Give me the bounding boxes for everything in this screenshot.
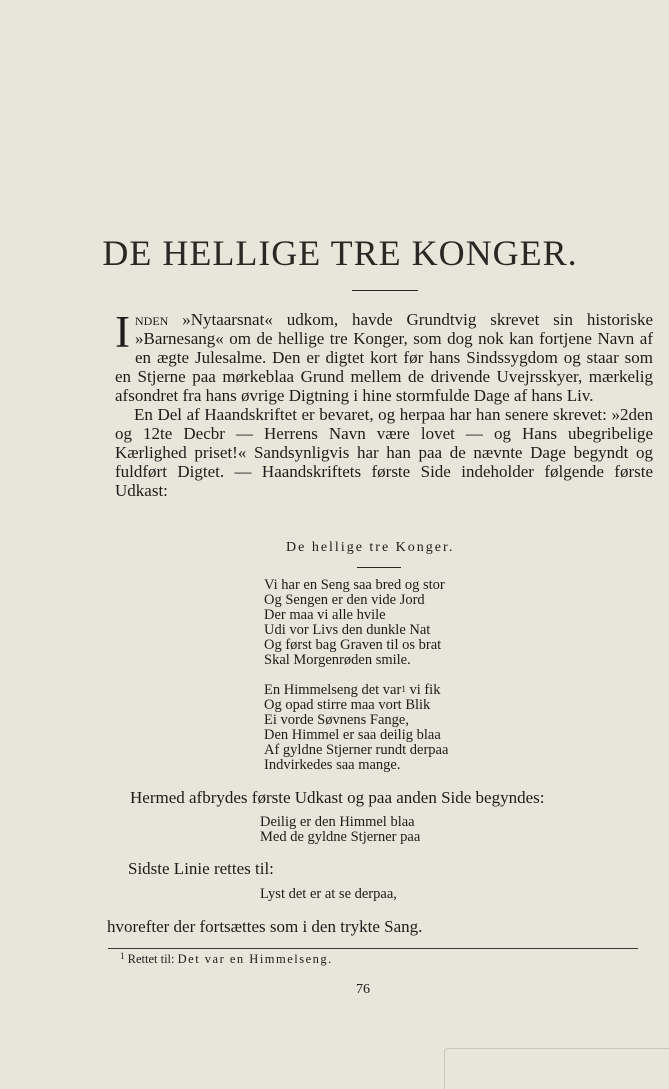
body-text <box>115 307 653 500</box>
next-page-edge <box>444 1048 669 1089</box>
poem-title-rule <box>357 567 401 568</box>
smallcaps-word: nden <box>135 310 169 329</box>
footnote-number: 1 <box>120 951 125 961</box>
poem-stanza-1 <box>264 578 445 668</box>
poem-line <box>264 683 448 698</box>
poem-line: Vi har en Seng saa bred og stor <box>264 577 445 593</box>
paragraph-1-text: »Nytaarsnat« udkom, havde Grundtvig skrevet sin historiske »Barnesang« om de hellige tre Konger, som dog nok kan fortjene Navn af en ægte Julesalme. Den er digtet kort før hans Sindssygdom og staar som en Stjerne paa mørkeblaa Grund mellem de drivende Uvejrsskyer, mærkelig afsondret fra hans øvrige Digtning i hine stormfulde Dage af hans Liv. <box>115 310 653 405</box>
poem-line: Den Himmel er saa deilig blaa <box>264 727 441 743</box>
poem-line-text: En Himmelseng det var <box>264 682 402 698</box>
footnote-text: Det var en Himmelseng. <box>177 952 333 966</box>
poem-line: Og Sengen er den vide Jord <box>264 592 425 608</box>
chapter-title: DE HELLIGE TRE KONGER. <box>102 233 578 273</box>
page-number: 76 <box>356 982 370 997</box>
poem-line: Der maa vi alle hvile <box>264 607 386 623</box>
paragraph-2: En Del af Haandskriftet er bevaret, og herpaa har han senere skrevet: »2den og 12te Decbr — Herrens Navn være lovet — og Hans ubegribelige Kærlighed priset!« Sandsynligvis har han paa de nævnte Dage begyndt og fuldført Digtet. — Haandskriftets første Side indeholder følgende første Udkast: <box>115 405 653 500</box>
poem-line-text: vi fik <box>405 682 441 698</box>
poem-line: Og opad stirre maa vort Blik <box>264 697 431 713</box>
poem-line: Med de gyldne Stjerner paa <box>260 829 421 845</box>
poem-title: De hellige tre Konger. <box>286 540 455 555</box>
poem-line: Deilig er den Himmel blaa <box>260 814 415 830</box>
prose-line-hvorefter: hvorefter der fortsættes som i den trykte Sang. <box>107 917 423 936</box>
prose-line-afbrydes: Hermed afbrydes første Udkast og paa anden Side begyndes: <box>130 788 545 807</box>
paragraph-1 <box>115 307 653 405</box>
footnote-rule <box>108 948 638 949</box>
poem-line: Indvirkedes saa mange. <box>264 757 401 773</box>
poem-line: Ei vorde Søvnens Fange, <box>264 712 409 728</box>
poem-line: Og først bag Graven til os brat <box>264 637 442 653</box>
poem-stanza-3 <box>260 815 420 845</box>
footnote-label: Rettet til: <box>127 952 175 966</box>
prose-line-sidste: Sidste Linie rettes til: <box>128 859 274 878</box>
drop-cap: I <box>115 307 130 357</box>
poem-line: Udi vor Livs den dunkle Nat <box>264 622 431 638</box>
poem-line: Skal Morgenrøden smile. <box>264 652 411 668</box>
footnote-marker: 1 <box>401 684 406 694</box>
footnote <box>120 952 333 967</box>
poem-line: Af gyldne Stjerner rundt derpaa <box>264 742 449 758</box>
poem-stanza-4 <box>260 887 397 902</box>
title-rule <box>352 290 418 291</box>
poem-stanza-2 <box>264 683 448 773</box>
poem-line: Lyst det er at se derpaa, <box>260 886 397 902</box>
